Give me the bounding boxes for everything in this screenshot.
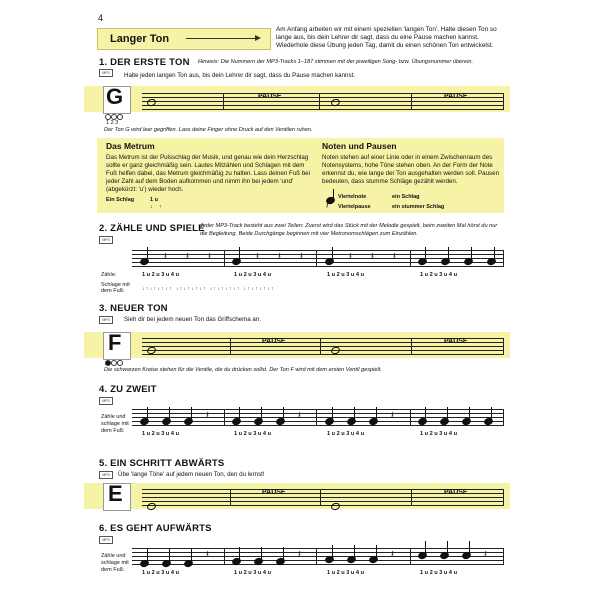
quarter-note: [368, 555, 379, 564]
metrum-title: Das Metrum: [106, 141, 155, 151]
pause-label: PAUSE: [262, 489, 286, 496]
mp3-badge[interactable]: MP3: [99, 397, 113, 405]
quarter-rest: 𝄽: [484, 549, 488, 560]
quarter-note: [183, 559, 194, 568]
section-2-count-label: Zähle:: [101, 272, 117, 278]
quarter-rest: 𝄽: [300, 251, 304, 262]
section-3-text: Sieh dir bei jedem neuen Ton das Griffschema an.: [124, 316, 262, 323]
viertelnote-label: Viertelnote: [338, 194, 367, 200]
quarter-rest: 𝄽: [298, 410, 302, 421]
schlag-label: Ein Schlag: [106, 197, 135, 203]
quarter-rest: 𝄽: [391, 549, 395, 560]
section-4-count-label: Zähle und schlage mit dem Fuß:: [101, 414, 129, 434]
section-3-caption: Die schwarzen Kreise stehen für die Ventile, die du drücken sollst. Der Ton F wird mit dem ersten Ventil gespielt.: [104, 367, 382, 373]
section-1-title: 1. DER ERSTE TON: [99, 57, 190, 68]
page-number: 4: [98, 13, 104, 23]
section-1-hint: Hinweis: Die Nummern der MP3-Tracks 1–187 stimmen mit der jeweiligen Song- bzw. Übungsnummer überein.: [198, 59, 474, 65]
section-5-text: Übe 'lange Töne' auf jedem neuen Ton, den du lernst!: [118, 471, 265, 478]
section-2-title: 2. ZÄHLE UND SPIELE: [99, 223, 205, 234]
quarter-rest: 𝄽: [393, 251, 397, 262]
mp3-badge[interactable]: MP3: [99, 69, 113, 77]
pause-label: PAUSE: [262, 338, 286, 345]
quarter-note: [417, 257, 428, 266]
section-2-foot-label: Schlage mit dem Fuß:: [101, 282, 130, 294]
quarter-rest: 𝄽: [208, 251, 212, 262]
note-letter-g: G: [106, 84, 124, 109]
header-intro: Am Anfang arbeiten wir mit einem speziellen 'langen Ton'. Halte diesen Ton so lange aus, bis dein Lehrer dir sagt, dass du eine Pause machen kannst. Wiederhole diese Übung jeden Tag, damit du einen schönen Ton entwickelst.: [276, 26, 497, 49]
quarter-note: [161, 559, 172, 568]
note-letter-f: F: [108, 330, 122, 355]
note-letter-e: E: [108, 481, 123, 506]
quarter-note: [139, 257, 150, 266]
quarter-note: [440, 257, 451, 266]
quarter-note: [439, 551, 450, 560]
quarter-rest: 𝄽: [186, 251, 190, 262]
header-arrow: [186, 38, 259, 39]
quarter-note: [324, 257, 335, 266]
pause-label: PAUSE: [258, 93, 282, 100]
rest-icon: 𝄽: [326, 201, 329, 210]
section-6-title: 6. ES GEHT AUFWÄRTS: [99, 523, 212, 534]
section-2-hint: Jeder MP3-Track besteht aus zwei Teilen: Zuerst wird das Stück mit der Melodie gespielt, beim zweiten Mal hörst du nur die Begleitung. Beide Durchgänge beginnen mit vier Metronomschlägen zum Einzählen.: [200, 223, 498, 237]
pause-label: PAUSE: [444, 93, 468, 100]
section-1-caption: Der Ton G wird leer gegriffen. Lass deine Finger ohne Druck auf den Ventilen ruhen.: [104, 127, 313, 133]
quarter-note: [417, 551, 428, 560]
mp3-badge[interactable]: MP3: [99, 536, 113, 544]
noten-title: Noten und Pausen: [322, 141, 397, 151]
quarter-note: [486, 257, 497, 266]
mp3-badge[interactable]: MP3: [99, 471, 113, 479]
quarter-rest: 𝄽: [391, 410, 395, 421]
mp3-badge[interactable]: MP3: [99, 236, 113, 244]
quarter-note: [461, 551, 472, 560]
quarter-note: [231, 257, 242, 266]
quarter-rest: 𝄽: [206, 549, 210, 560]
noten-text: Noten stehen auf einer Linie oder in einem Zwischenraum des Notensystems, hohe Töne stehen oben. An der Form der Note erkennst du, wie lange der Ton ausgehalten werden soll. Pausen bedeuten, dass stumme Schläge gezählt werden.: [322, 154, 500, 185]
quarter-rest: 𝄽: [206, 410, 210, 421]
quarter-note: [139, 559, 150, 568]
pause-label: PAUSE: [444, 338, 468, 345]
valve-numbers: 1 2 3: [106, 120, 119, 126]
quarter-note: [463, 257, 474, 266]
mp3-badge[interactable]: MP3: [99, 316, 113, 324]
schlag-counts: 1 u: [150, 197, 158, 203]
section-3-title: 3. NEUER TON: [99, 303, 168, 314]
quarter-rest: 𝄽: [298, 549, 302, 560]
quarter-note: [324, 555, 335, 564]
metrum-text: Das Metrum ist der Pulsschlag der Musik, und genau wie dein Herzschlag sollte er ganz gleichmäßig sein. Lautes Mitzählen und Schlagen mit dem Fuß helfen dabei, das Metrum gleichmäßig zu halten. Lass deinen Fuß bei jeder Zahl auf dem Boden aufkommen und nimm ihn bei jedem 'und' (abgekürzt: 'u') wieder hoch.: [106, 154, 310, 193]
pause-label: PAUSE: [444, 489, 468, 496]
quarter-rest: 𝄽: [256, 251, 260, 262]
viertelnote-desc: ein Schlag: [392, 194, 420, 200]
quarter-rest: 𝄽: [278, 251, 282, 262]
header-title: Langer Ton: [110, 33, 170, 45]
viertelpause-desc: ein stummer Schlag: [392, 204, 445, 210]
viertelpause-label: Viertelpause: [338, 204, 371, 210]
quarter-rest: 𝄽: [164, 251, 168, 262]
section-1-text: Halte jeden langen Ton aus, bis dein Lehrer dir sagt, dass du Pause machen kannst.: [124, 72, 356, 79]
section-6-count-label: Zähle und schlage mit dem Fuß:: [101, 553, 129, 573]
quarter-rest: 𝄽: [349, 251, 353, 262]
quarter-rest: 𝄽: [371, 251, 375, 262]
quarter-note: [346, 555, 357, 564]
section-4-title: 4. ZU ZWEIT: [99, 384, 157, 395]
section-5-title: 5. EIN SCHRITT ABWÄRTS: [99, 458, 225, 469]
